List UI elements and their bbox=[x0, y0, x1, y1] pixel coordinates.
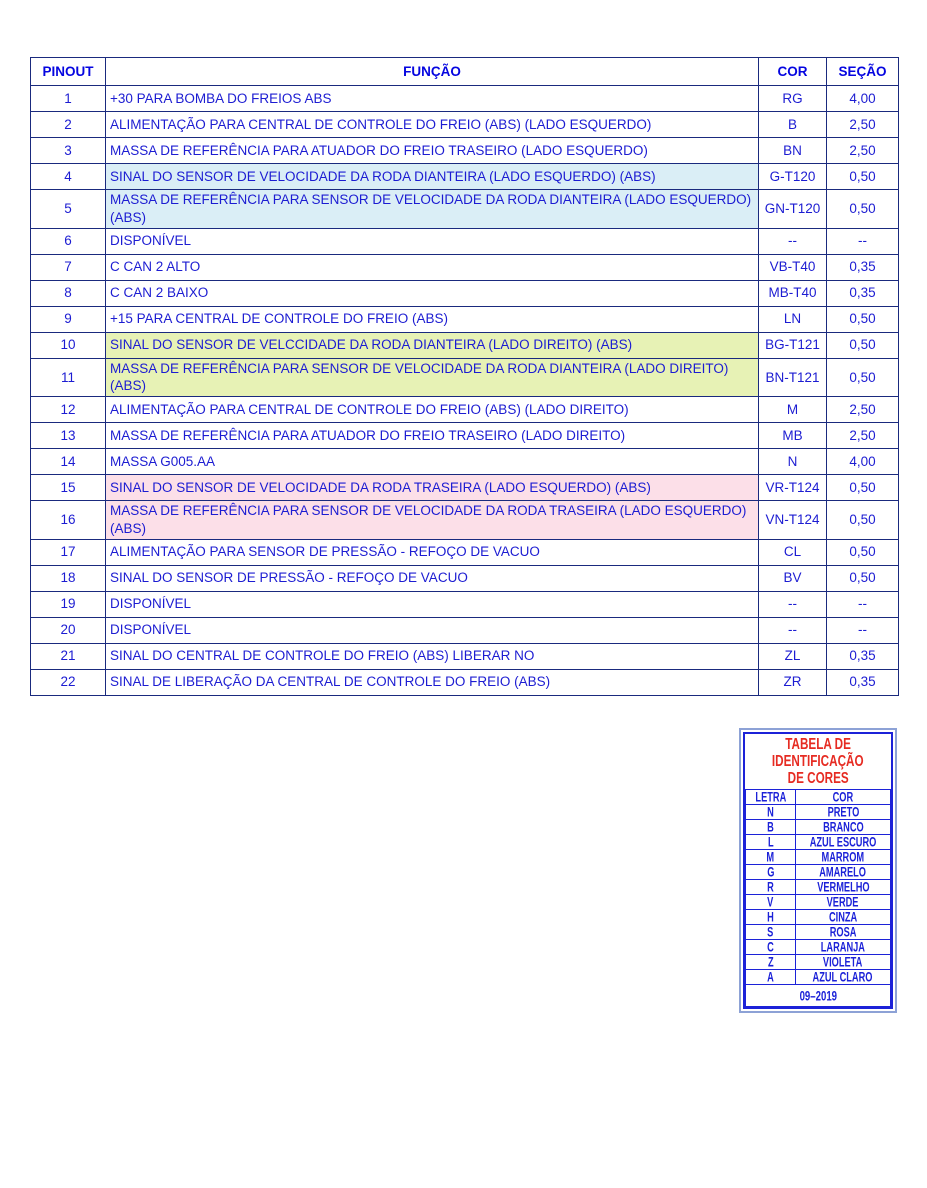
color-legend-frame bbox=[743, 732, 893, 1009]
section-cell: 0,50 bbox=[827, 539, 899, 565]
color-code-cell: LN bbox=[759, 306, 827, 332]
pinout-cell: 20 bbox=[31, 617, 106, 643]
legend-color-cell: VERDE bbox=[796, 895, 891, 910]
legend-row bbox=[746, 895, 891, 910]
table-row bbox=[31, 423, 899, 449]
table-row bbox=[31, 112, 899, 138]
color-code-cell: GN-T120 bbox=[759, 190, 827, 229]
section-cell: 0,35 bbox=[827, 669, 899, 695]
color-code-cell: -- bbox=[759, 228, 827, 254]
legend-header-row bbox=[746, 790, 891, 805]
color-code-cell: ZL bbox=[759, 643, 827, 669]
color-code-cell: -- bbox=[759, 617, 827, 643]
section-cell: 0,35 bbox=[827, 643, 899, 669]
section-cell: 4,00 bbox=[827, 86, 899, 112]
table-row bbox=[31, 397, 899, 423]
pinout-cell: 4 bbox=[31, 164, 106, 190]
legend-letter-cell: S bbox=[746, 925, 796, 940]
color-code-cell: N bbox=[759, 449, 827, 475]
function-cell: DISPONÍVEL bbox=[106, 617, 759, 643]
pinout-cell: 11 bbox=[31, 358, 106, 397]
section-cell: -- bbox=[827, 228, 899, 254]
function-cell: C CAN 2 ALTO bbox=[106, 254, 759, 280]
table-row bbox=[31, 86, 899, 112]
table-row bbox=[31, 306, 899, 332]
pinout-cell: 21 bbox=[31, 643, 106, 669]
legend-color-cell: MARROM bbox=[796, 850, 891, 865]
legend-date: 09–2019 bbox=[746, 985, 891, 1007]
pinout-cell: 19 bbox=[31, 591, 106, 617]
color-code-cell: VN-T124 bbox=[759, 501, 827, 540]
pinout-cell: 2 bbox=[31, 112, 106, 138]
table-row bbox=[31, 501, 899, 540]
legend-color-cell: VIOLETA bbox=[796, 955, 891, 970]
legend-letter-cell: N bbox=[746, 805, 796, 820]
legend-title-line: IDENTIFICAÇÃO bbox=[772, 752, 864, 771]
color-code-cell: B bbox=[759, 112, 827, 138]
legend-title-line: TABELA DE bbox=[785, 735, 851, 754]
table-row bbox=[31, 643, 899, 669]
table-row bbox=[31, 449, 899, 475]
section-cell: 0,50 bbox=[827, 332, 899, 358]
legend-letter-cell: B bbox=[746, 820, 796, 835]
pinout-cell: 12 bbox=[31, 397, 106, 423]
legend-letter-cell: H bbox=[746, 910, 796, 925]
column-header-funcao: FUNÇÃO bbox=[106, 58, 759, 86]
section-cell: 0,50 bbox=[827, 190, 899, 229]
legend-color-cell: PRETO bbox=[796, 805, 891, 820]
section-cell: 0,50 bbox=[827, 565, 899, 591]
color-code-cell: BN-T121 bbox=[759, 358, 827, 397]
function-cell: +15 PARA CENTRAL DE CONTROLE DO FREIO (ABS) bbox=[106, 306, 759, 332]
function-cell: MASSA DE REFERÊNCIA PARA SENSOR DE VELOCIDADE DA RODA DIANTEIRA (LADO DIREITO) (ABS) bbox=[106, 358, 759, 397]
legend-letter-cell: G bbox=[746, 865, 796, 880]
function-cell: ALIMENTAÇÃO PARA CENTRAL DE CONTROLE DO FREIO (ABS) (LADO DIREITO) bbox=[106, 397, 759, 423]
pinout-cell: 3 bbox=[31, 138, 106, 164]
color-legend-title bbox=[745, 734, 891, 789]
section-cell: 0,50 bbox=[827, 358, 899, 397]
pinout-cell: 22 bbox=[31, 669, 106, 695]
legend-letter-cell: Z bbox=[746, 955, 796, 970]
color-code-cell: RG bbox=[759, 86, 827, 112]
legend-row bbox=[746, 865, 891, 880]
legend-row bbox=[746, 910, 891, 925]
table-row bbox=[31, 138, 899, 164]
color-code-cell: VB-T40 bbox=[759, 254, 827, 280]
color-code-cell: G-T120 bbox=[759, 164, 827, 190]
legend-color-cell: AZUL CLARO bbox=[796, 970, 891, 985]
function-cell: MASSA DE REFERÊNCIA PARA SENSOR DE VELOCIDADE DA RODA DIANTEIRA (LADO ESQUERDO) (ABS) bbox=[106, 190, 759, 229]
function-cell: MASSA G005.AA bbox=[106, 449, 759, 475]
function-cell: C CAN 2 BAIXO bbox=[106, 280, 759, 306]
color-legend-footer bbox=[746, 985, 891, 1007]
function-cell: SINAL DO SENSOR DE VELCCIDADE DA RODA DIANTEIRA (LADO DIREITO) (ABS) bbox=[106, 332, 759, 358]
color-code-cell: -- bbox=[759, 591, 827, 617]
legend-footer-row bbox=[746, 985, 891, 1007]
table-row bbox=[31, 539, 899, 565]
color-code-cell: MB bbox=[759, 423, 827, 449]
column-header-secao: SEÇÃO bbox=[827, 58, 899, 86]
function-cell: SINAL DO SENSOR DE VELOCIDADE DA RODA TRASEIRA (LADO ESQUERDO) (ABS) bbox=[106, 475, 759, 501]
section-cell: 2,50 bbox=[827, 397, 899, 423]
function-cell: MASSA DE REFERÊNCIA PARA SENSOR DE VELOCIDADE DA RODA TRASEIRA (LADO ESQUERDO) (ABS) bbox=[106, 501, 759, 540]
column-header-pinout: PINOUT bbox=[31, 58, 106, 86]
table-row bbox=[31, 254, 899, 280]
pinout-cell: 15 bbox=[31, 475, 106, 501]
legend-row bbox=[746, 820, 891, 835]
color-code-cell: VR-T124 bbox=[759, 475, 827, 501]
table-row bbox=[31, 280, 899, 306]
pinout-cell: 14 bbox=[31, 449, 106, 475]
table-row bbox=[31, 164, 899, 190]
legend-color-cell: LARANJA bbox=[796, 940, 891, 955]
section-cell: 0,50 bbox=[827, 164, 899, 190]
function-cell: SINAL DO SENSOR DE PRESSÃO - REFOÇO DE VACUO bbox=[106, 565, 759, 591]
color-code-cell: BV bbox=[759, 565, 827, 591]
legend-letter-cell: V bbox=[746, 895, 796, 910]
function-cell: SINAL DO CENTRAL DE CONTROLE DO FREIO (ABS) LIBERAR NO bbox=[106, 643, 759, 669]
function-cell: MASSA DE REFERÊNCIA PARA ATUADOR DO FREIO TRASEIRO (LADO ESQUERDO) bbox=[106, 138, 759, 164]
section-cell: 0,50 bbox=[827, 306, 899, 332]
color-code-cell: BG-T121 bbox=[759, 332, 827, 358]
section-cell: 0,35 bbox=[827, 280, 899, 306]
pinout-cell: 5 bbox=[31, 190, 106, 229]
pinout-cell: 8 bbox=[31, 280, 106, 306]
section-cell: -- bbox=[827, 617, 899, 643]
function-cell: ALIMENTAÇÃO PARA SENSOR DE PRESSÃO - REFOÇO DE VACUO bbox=[106, 539, 759, 565]
section-cell: 2,50 bbox=[827, 138, 899, 164]
section-cell: 4,00 bbox=[827, 449, 899, 475]
function-cell: SINAL DO SENSOR DE VELOCIDADE DA RODA DIANTEIRA (LADO ESQUERDO) (ABS) bbox=[106, 164, 759, 190]
function-cell: ALIMENTAÇÃO PARA CENTRAL DE CONTROLE DO FREIO (ABS) (LADO ESQUERDO) bbox=[106, 112, 759, 138]
legend-row bbox=[746, 805, 891, 820]
table-row bbox=[31, 617, 899, 643]
table-row bbox=[31, 358, 899, 397]
pinout-cell: 16 bbox=[31, 501, 106, 540]
pinout-cell: 7 bbox=[31, 254, 106, 280]
function-cell: DISPONÍVEL bbox=[106, 591, 759, 617]
legend-header-letra: LETRA bbox=[746, 790, 796, 805]
legend-color-cell: AMARELO bbox=[796, 865, 891, 880]
color-legend-table bbox=[745, 789, 891, 1007]
section-cell: 0,35 bbox=[827, 254, 899, 280]
pinout-cell: 18 bbox=[31, 565, 106, 591]
color-code-cell: BN bbox=[759, 138, 827, 164]
header-row bbox=[31, 58, 899, 86]
legend-row bbox=[746, 955, 891, 970]
table-row bbox=[31, 228, 899, 254]
function-cell: DISPONÍVEL bbox=[106, 228, 759, 254]
legend-color-cell: ROSA bbox=[796, 925, 891, 940]
pinout-cell: 17 bbox=[31, 539, 106, 565]
legend-letter-cell: A bbox=[746, 970, 796, 985]
legend-row bbox=[746, 850, 891, 865]
table-row bbox=[31, 332, 899, 358]
section-cell: 0,50 bbox=[827, 501, 899, 540]
pinout-cell: 10 bbox=[31, 332, 106, 358]
color-code-cell: CL bbox=[759, 539, 827, 565]
legend-color-cell: AZUL ESCURO bbox=[796, 835, 891, 850]
section-cell: 0,50 bbox=[827, 475, 899, 501]
legend-row bbox=[746, 835, 891, 850]
color-code-cell: M bbox=[759, 397, 827, 423]
pinout-cell: 9 bbox=[31, 306, 106, 332]
pinout-cell: 6 bbox=[31, 228, 106, 254]
pinout-table-body bbox=[31, 86, 899, 696]
legend-color-cell: CINZA bbox=[796, 910, 891, 925]
table-row bbox=[31, 190, 899, 229]
pinout-table-header bbox=[31, 58, 899, 86]
legend-row bbox=[746, 925, 891, 940]
pinout-cell: 1 bbox=[31, 86, 106, 112]
color-code-cell: MB-T40 bbox=[759, 280, 827, 306]
legend-letter-cell: R bbox=[746, 880, 796, 895]
section-cell: 2,50 bbox=[827, 112, 899, 138]
table-row bbox=[31, 591, 899, 617]
section-cell: 2,50 bbox=[827, 423, 899, 449]
legend-letter-cell: M bbox=[746, 850, 796, 865]
legend-color-cell: BRANCO bbox=[796, 820, 891, 835]
color-code-cell: ZR bbox=[759, 669, 827, 695]
legend-row bbox=[746, 940, 891, 955]
function-cell: SINAL DE LIBERAÇÃO DA CENTRAL DE CONTROLE DO FREIO (ABS) bbox=[106, 669, 759, 695]
function-cell: +30 PARA BOMBA DO FREIOS ABS bbox=[106, 86, 759, 112]
section-cell: -- bbox=[827, 591, 899, 617]
function-cell: MASSA DE REFERÊNCIA PARA ATUADOR DO FREIO TRASEIRO (LADO DIREITO) bbox=[106, 423, 759, 449]
pinout-table bbox=[30, 57, 899, 696]
column-header-cor: COR bbox=[759, 58, 827, 86]
legend-letter-cell: C bbox=[746, 940, 796, 955]
table-row bbox=[31, 475, 899, 501]
color-legend bbox=[739, 728, 897, 1013]
legend-header-cor: COR bbox=[796, 790, 891, 805]
legend-row bbox=[746, 970, 891, 985]
legend-title-line: DE CORES bbox=[787, 769, 849, 787]
legend-row bbox=[746, 880, 891, 895]
pinout-cell: 13 bbox=[31, 423, 106, 449]
legend-letter-cell: L bbox=[746, 835, 796, 850]
color-legend-body bbox=[746, 790, 891, 985]
legend-color-cell: VERMELHO bbox=[796, 880, 891, 895]
table-row bbox=[31, 669, 899, 695]
table-row bbox=[31, 565, 899, 591]
